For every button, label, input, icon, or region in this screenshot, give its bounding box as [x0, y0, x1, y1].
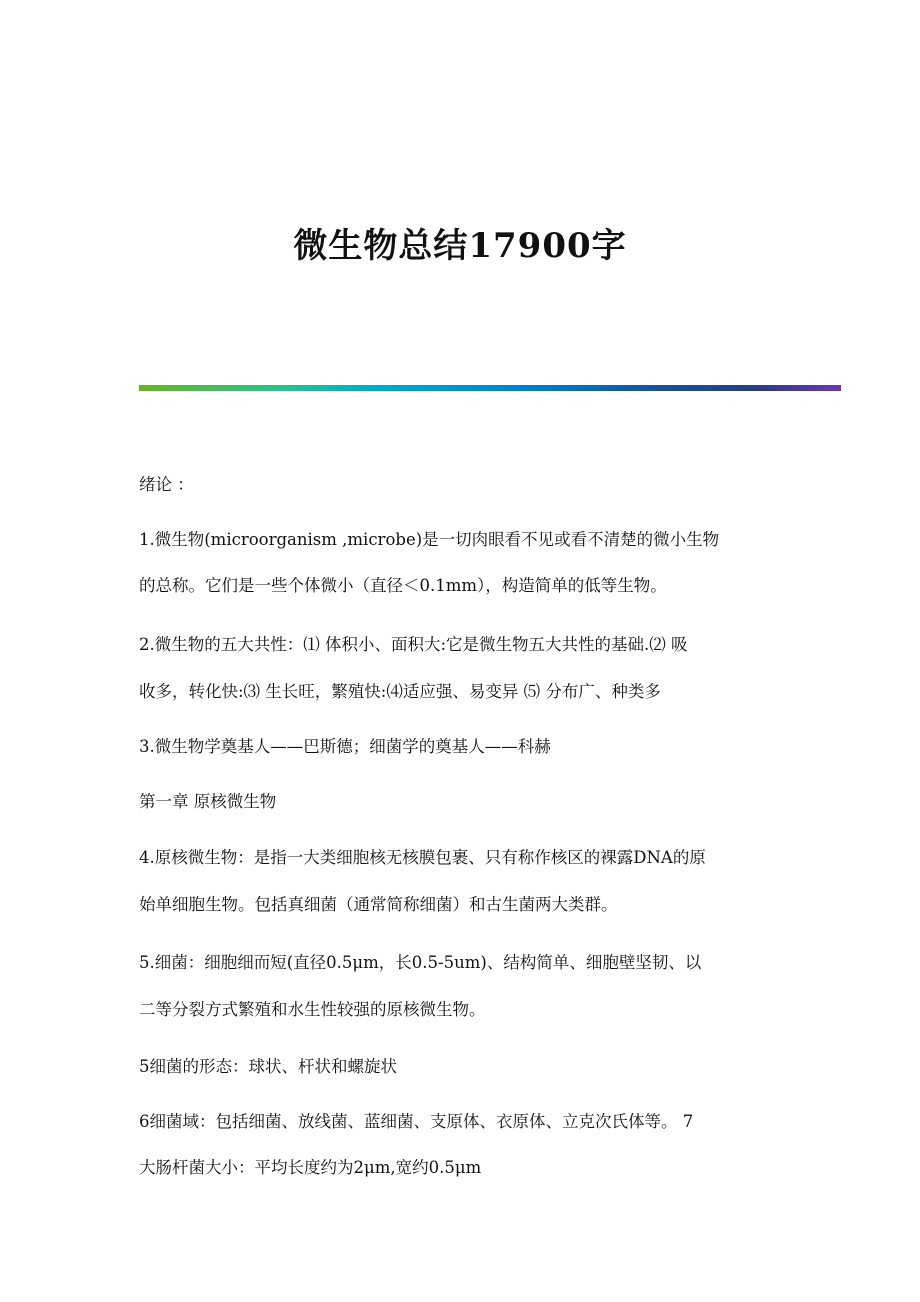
- text-line: 二等分裂方式繁殖和水生性较强的原核微生物。: [139, 1000, 486, 1019]
- text-line: 收多，转化快:⑶ 生长旺，繁殖快:⑷适应强、易变异 ⑸ 分布广、种类多: [139, 682, 661, 701]
- text-line: 4.原核微生物：是指一大类细胞核无核膜包裹、只有称作核区的裸露DNA的原: [139, 848, 706, 867]
- text-line: 5.细菌：细胞细而短(直径0.5μm，长0.5-5um)、结构简单、细胞壁坚韧、以: [139, 953, 702, 972]
- text-line: 始单细胞生物。包括真细菌（通常简称细菌）和古生菌两大类群。: [139, 895, 618, 914]
- text-line: 3.微生物学奠基人——巴斯德；细菌学的奠基人——科赫: [139, 737, 551, 756]
- text-line: 的总称。它们是一些个体微小（直径＜0.1mm），构造简单的低等生物。: [139, 576, 667, 595]
- section-heading: 第一章 原核微生物: [139, 792, 277, 811]
- text-line: 1.微生物(microorganism ,microbe)是一切肉眼看不见或看不清楚的微小生物: [139, 530, 720, 549]
- gradient-divider: [139, 385, 841, 391]
- text-line: 5细菌的形态：球状、杆状和螺旋状: [139, 1057, 397, 1076]
- text-line: 大肠杆菌大小：平均长度约为2μm,宽约0.5μm: [139, 1158, 482, 1177]
- document-title: 微生物总结17900字: [293, 226, 627, 266]
- text-line: 6细菌域：包括细菌、放线菌、蓝细菌、支原体、衣原体、立克次氏体等。 7: [139, 1112, 694, 1131]
- text-line: 2.微生物的五大共性：⑴ 体积小、面积大:它是微生物五大共性的基础.⑵ 吸: [139, 635, 688, 654]
- text-line: 绪论 ：: [139, 475, 194, 494]
